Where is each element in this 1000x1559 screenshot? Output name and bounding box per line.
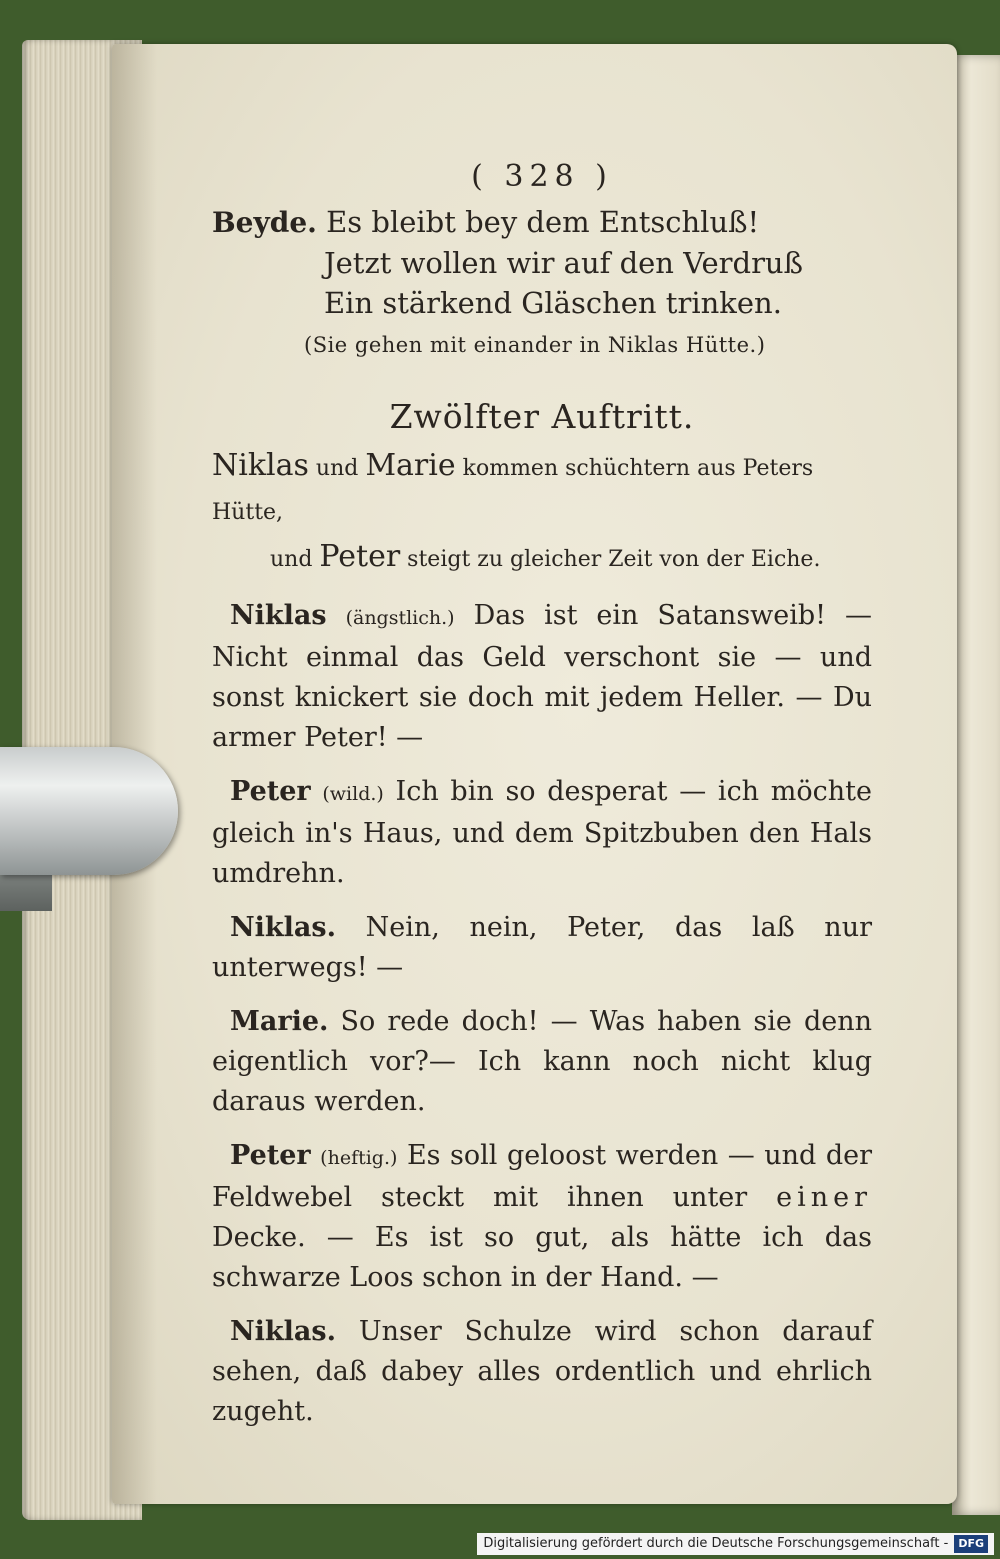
verse-text: Es bleibt bey dem Entschluß!: [326, 205, 760, 239]
book-page: [112, 44, 957, 1504]
scene-description-text: steigt zu gleicher Zeit von der Eiche.: [407, 547, 821, 572]
stage-direction: (wild.): [322, 783, 384, 805]
dialogue-text: Nein, nein, Peter, das laß nur unterwegs! —: [212, 912, 872, 983]
speaker-name: Peter: [230, 776, 311, 807]
speaker-name: Niklas: [230, 600, 327, 631]
digitization-credit: [477, 1533, 994, 1555]
emphasized-text: einer: [776, 1182, 872, 1213]
dialogue-text: Ich bin so desperat — ich möchte gleich in's Haus, und dem Spitzbuben den Hals umdrehn.: [212, 776, 872, 889]
page-text: [212, 159, 872, 1432]
dialogue-text: Decke. — Es ist so gut, als hätte ich das schwarze Loos schon in der Hand. —: [212, 1222, 872, 1293]
speaker-name: Peter: [230, 1140, 311, 1171]
scene-description: [212, 444, 872, 535]
speaker-name: Niklas.: [230, 912, 336, 943]
scene-title: Zwölfter Auftritt.: [389, 397, 695, 436]
speaker-name: Marie.: [230, 1006, 329, 1037]
page-clip: [0, 747, 178, 875]
speaker-name: Beyde.: [212, 206, 317, 239]
character-name: Niklas: [212, 448, 309, 483]
dialogue-line: [212, 908, 872, 988]
verse-line: [212, 202, 872, 243]
conjunction: und: [270, 547, 313, 572]
verse-line: Jetzt wollen wir auf den Verdruß: [324, 246, 803, 280]
dialogue-text: Unser Schulze wird schon darauf sehen, daß dabey alles ordentlich und ehrlich zugeht.: [212, 1316, 872, 1427]
dialogue-line: [212, 772, 872, 894]
dfg-logo-icon: DFG: [954, 1535, 988, 1553]
verse-line: Ein stärkend Gläschen trinken.: [324, 286, 782, 320]
scene-description-text: kommen schüchtern aus Peters Hütte,: [212, 456, 814, 525]
stage-direction: (heftig.): [320, 1147, 398, 1169]
character-name: Peter: [319, 539, 401, 574]
credit-text: Digitalisierung gefördert durch die Deutsche Forschungsgemeinschaft -: [483, 1536, 949, 1551]
dialogue-line: [212, 596, 872, 758]
dialogue-text: Es soll geloost werden — und der Feldwebel steckt mit ihnen unter: [212, 1140, 873, 1213]
character-name: Marie: [365, 448, 456, 483]
next-page-edge: [952, 55, 1000, 1515]
speaker-name: Niklas.: [230, 1316, 336, 1347]
dialogue-line: [212, 1136, 872, 1298]
dialogue-text: So rede doch! — Was haben sie denn eigentlich vor?— Ich kann noch nicht klug daraus werden.: [212, 1006, 872, 1117]
stage-direction: (ängstlich.): [345, 607, 455, 629]
stage-direction: (Sie gehen mit einander in Niklas Hütte.): [304, 333, 766, 357]
dialogue-text: Das ist ein Satansweib! — Nicht einmal das Geld verschont sie — und sonst knickert sie doch mit jedem Heller. — Du armer Peter! —: [212, 600, 872, 753]
dialogue-line: [212, 1002, 872, 1122]
page-number: ( 328 ): [471, 159, 613, 194]
conjunction: und: [315, 456, 359, 481]
dialogue-line: [212, 1312, 872, 1432]
scene-description: [212, 535, 872, 582]
